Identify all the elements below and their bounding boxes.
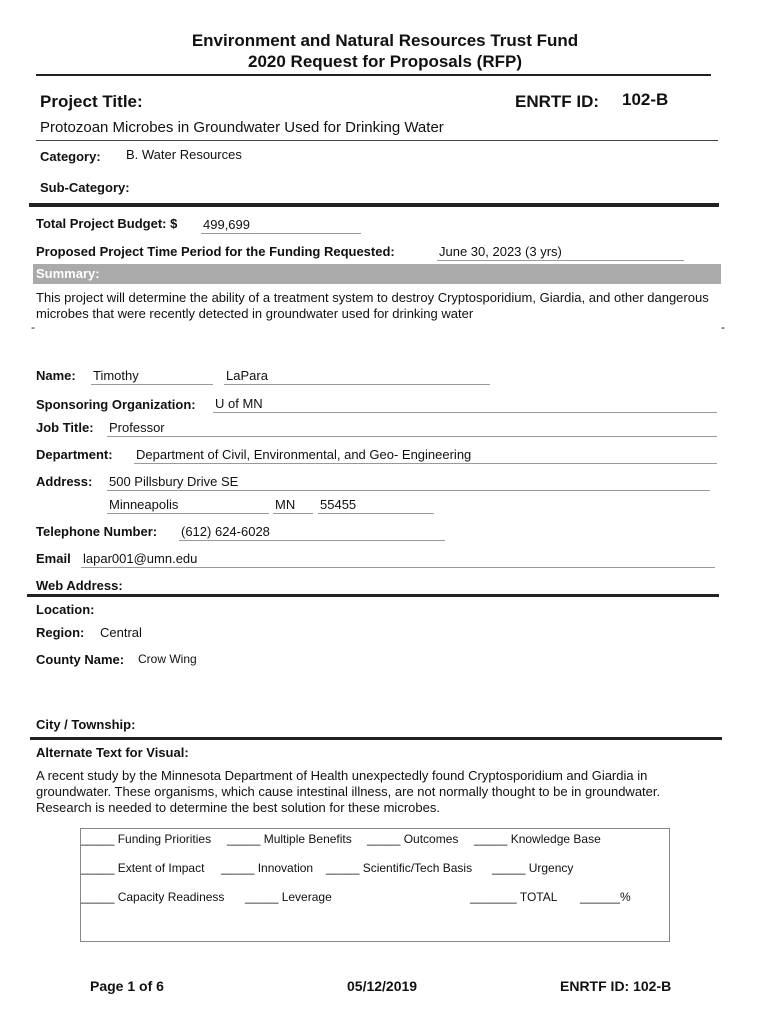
phone-label: Telephone Number:: [36, 524, 158, 539]
score-capacity-readiness: _____ Capacity Readiness: [81, 890, 225, 904]
summary-dash-left: -: [31, 320, 35, 334]
score-urgency: _____ Urgency: [492, 861, 574, 875]
job-title-field[interactable]: Professor: [107, 420, 717, 437]
contact-rule: [27, 594, 719, 597]
state-field[interactable]: MN: [273, 497, 313, 514]
org-label: Sponsoring Organization:: [36, 397, 196, 412]
score-funding-priorities: _____ Funding Priorities: [81, 832, 212, 846]
score-outcomes: _____ Outcomes: [367, 832, 459, 846]
score-knowledge-base: _____ Knowledge Base: [474, 832, 601, 846]
period-label: Proposed Project Time Period for the Funding Requested:: [36, 244, 395, 259]
region-label: Region:: [36, 625, 85, 640]
title-rule: [36, 140, 718, 141]
header-title: Environment and Natural Resources Trust Fund: [191, 31, 579, 50]
score-innovation: _____ Innovation: [221, 861, 314, 875]
footer-id: ENRTF ID: 102-B: [560, 978, 672, 994]
score-percent: ______%: [580, 890, 631, 904]
budget-field[interactable]: 499,699: [201, 217, 361, 234]
department-field[interactable]: Department of Civil, Environmental, and Geo- Engineering: [134, 447, 717, 464]
score-extent-of-impact: _____ Extent of Impact: [81, 861, 205, 875]
score-leverage: _____ Leverage: [245, 890, 332, 904]
enrtf-id-value: 102-B: [622, 90, 669, 109]
footer-page: Page 1 of 6: [90, 978, 164, 994]
email-label: Email: [36, 551, 71, 566]
department-label: Department:: [36, 447, 113, 462]
web-address-field[interactable]: [128, 578, 716, 595]
subcategory-label: Sub-Category:: [40, 180, 130, 195]
category-value: B. Water Resources: [126, 147, 242, 162]
alt-text-body: A recent study by the Minnesota Department of Health unexpectedly found Cryptosporidium and Giardia in groundwater. These organisms, which cause intestinal illness, are not normally thought to be in groundwater. Research is needed to determine the best solution for these microbes.: [36, 768, 661, 815]
city-township-label: City / Township:: [36, 717, 136, 732]
county-value: Crow Wing: [138, 652, 197, 666]
job-title-label: Job Title:: [36, 420, 94, 435]
last-name-field[interactable]: LaPara: [224, 368, 490, 385]
city-field[interactable]: Minneapolis: [107, 497, 269, 514]
web-address-label: Web Address:: [36, 578, 123, 593]
phone-field[interactable]: (612) 624-6028: [179, 524, 445, 541]
email-field[interactable]: lapar001@umn.edu: [81, 551, 715, 568]
score-scientific-basis: _____ Scientific/Tech Basis: [326, 861, 473, 875]
score-multiple-benefits: _____ Multiple Benefits: [227, 832, 352, 846]
project-title-label: Project Title:: [40, 92, 143, 111]
enrtf-id-label: ENRTF ID:: [515, 92, 600, 111]
county-label: County Name:: [36, 652, 125, 667]
alt-text-label: Alternate Text for Visual:: [36, 745, 189, 760]
score-total: _______ TOTAL: [470, 890, 558, 904]
summary-bar: [33, 264, 721, 284]
location-rule: [30, 737, 722, 740]
budget-label: Total Project Budget: $: [36, 216, 178, 231]
address-label: Address:: [36, 474, 93, 489]
period-field[interactable]: June 30, 2023 (3 yrs): [437, 244, 684, 261]
first-name-field[interactable]: Timothy: [91, 368, 213, 385]
name-label: Name:: [36, 368, 76, 383]
category-label: Category:: [40, 149, 101, 164]
street-field[interactable]: 500 Pillsbury Drive SE: [107, 474, 710, 491]
location-label: Location:: [36, 602, 95, 617]
zip-field[interactable]: 55455: [318, 497, 434, 514]
region-value: Central: [100, 625, 142, 640]
project-title-value: Protozoan Microbes in Groundwater Used for Drinking Water: [40, 119, 444, 136]
summary-text: This project will determine the ability of a treatment system to destroy Cryptosporidium, Giardia, and other dangerous microbes that were recently detected in groundwater used for drinking water: [36, 290, 709, 321]
category-rule: [29, 203, 719, 207]
scoring-box: [80, 828, 670, 942]
summary-dash-right: -: [721, 320, 725, 334]
header-rule: [36, 74, 711, 76]
header-subtitle: 2020 Request for Proposals (RFP): [248, 52, 522, 71]
org-field[interactable]: U of MN: [213, 396, 717, 413]
footer-date: 05/12/2019: [347, 978, 418, 994]
summary-label: Summary:: [36, 266, 100, 281]
